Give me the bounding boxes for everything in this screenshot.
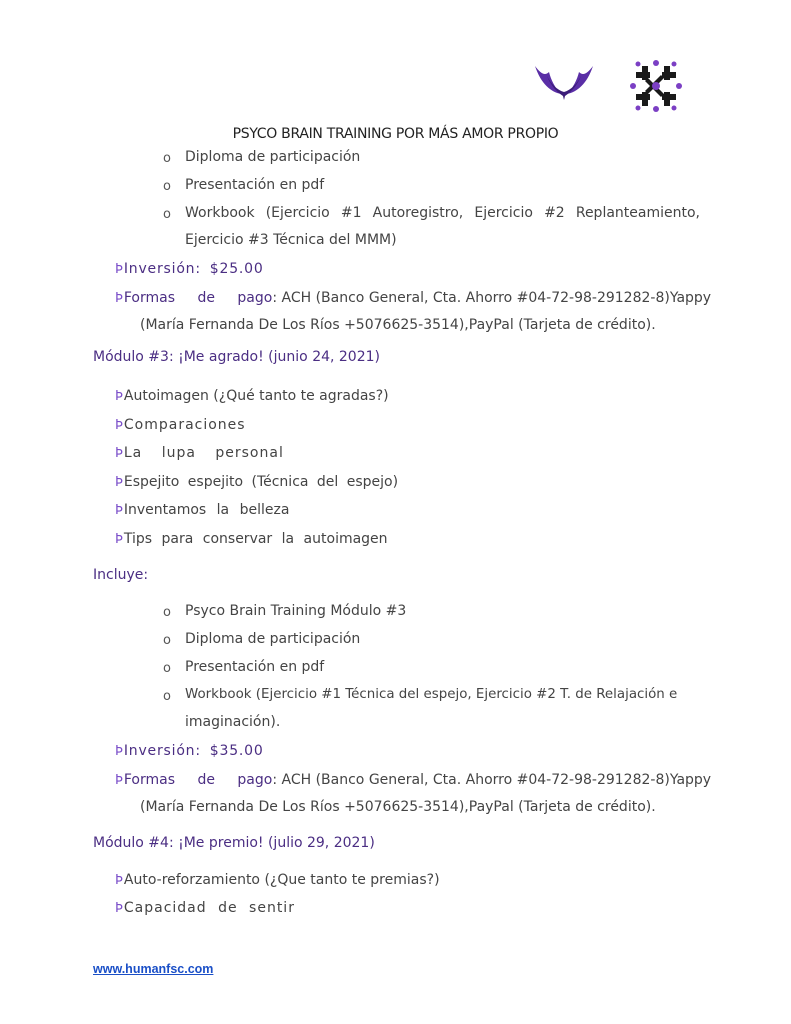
arrow-bullet-icon: Þ [115, 291, 123, 306]
circle-bullet-icon: o [163, 207, 171, 222]
arrow-bullet-icon: Þ [115, 389, 123, 404]
arrow-bullet-icon: Þ [115, 901, 123, 916]
topic-item: ÞComparaciones [115, 417, 246, 433]
module-heading: Módulo #3: ¡Me agrado! (junio 24, 2021) [93, 349, 380, 365]
topic-item: ÞLa lupa personal [115, 445, 284, 461]
knot-logo-icon [628, 58, 684, 114]
payment-line [115, 289, 711, 308]
arrow-bullet-icon: Þ [115, 873, 123, 888]
arrow-bullet-icon: Þ [115, 446, 123, 461]
list-item: Workbook (Ejercicio #1 Técnica del espejo, Ejercicio #2 T. de Relajación e [185, 687, 678, 702]
payment-details: : ACH (Banco General, Cta. Ahorro #04-72-98-291282-8)Yappy [272, 290, 712, 306]
topic-item: ÞAuto-reforzamiento (¿Que tanto te premias?) [115, 872, 440, 888]
payment-label: Formas de pago [123, 772, 273, 788]
includes-label: Incluye: [93, 567, 149, 583]
list-item: Diploma de participación [185, 149, 361, 165]
list-item: Workbook (Ejercicio #1 Autoregistro, Ejercicio #2 Replanteamiento, [185, 205, 700, 221]
arrow-bullet-icon: Þ [115, 262, 123, 277]
payment-details-continuation: (María Fernanda De Los Ríos +5076625-3514),PayPal (Tarjeta de crédito). [140, 317, 656, 333]
wings-logo-icon [533, 62, 595, 102]
payment-label: Formas de pago [123, 290, 273, 306]
website-link[interactable]: www.humanfsc.com [93, 962, 214, 976]
arrow-bullet-icon: Þ [115, 773, 123, 788]
arrow-bullet-icon: Þ [115, 503, 123, 518]
payment-details: : ACH (Banco General, Cta. Ahorro #04-72-98-291282-8)Yappy [272, 772, 712, 788]
topic-item: ÞAutoimagen (¿Qué tanto te agradas?) [115, 388, 389, 404]
list-item: Presentación en pdf [185, 177, 325, 193]
investment-line [115, 742, 264, 761]
module-heading: Módulo #4: ¡Me premio! (julio 29, 2021) [93, 835, 375, 851]
topic-item: ÞInventamos la belleza [115, 502, 290, 518]
topic-item: ÞEspejito espejito (Técnica del espejo) [115, 474, 399, 490]
list-item: Diploma de participación [185, 631, 361, 647]
payment-line [115, 771, 711, 790]
circle-bullet-icon: o [163, 689, 171, 704]
investment-label: Inversión: [123, 743, 201, 759]
list-item-continuation: imaginación). [185, 714, 281, 730]
list-item: Psyco Brain Training Módulo #3 [185, 603, 407, 619]
investment-label: Inversión: [123, 261, 201, 277]
page-title: PSYCO BRAIN TRAINING POR MÁS AMOR PROPIO [232, 126, 559, 142]
circle-bullet-icon: o [163, 151, 171, 166]
list-item-continuation: Ejercicio #3 Técnica del MMM) [185, 232, 397, 248]
arrow-bullet-icon: Þ [115, 418, 123, 433]
circle-bullet-icon: o [163, 605, 171, 620]
arrow-bullet-icon: Þ [115, 744, 123, 759]
investment-line [115, 260, 264, 279]
arrow-bullet-icon: Þ [115, 532, 123, 547]
topic-item: ÞTips para conservar la autoimagen [115, 531, 388, 547]
circle-bullet-icon: o [163, 661, 171, 676]
payment-details-continuation: (María Fernanda De Los Ríos +5076625-3514),PayPal (Tarjeta de crédito). [140, 799, 656, 815]
investment-value: $35.00 [209, 743, 264, 759]
topic-item: ÞCapacidad de sentir [115, 900, 295, 916]
circle-bullet-icon: o [163, 179, 171, 194]
arrow-bullet-icon: Þ [115, 475, 123, 490]
investment-value: $25.00 [209, 261, 264, 277]
list-item: Presentación en pdf [185, 659, 325, 675]
circle-bullet-icon: o [163, 633, 171, 648]
